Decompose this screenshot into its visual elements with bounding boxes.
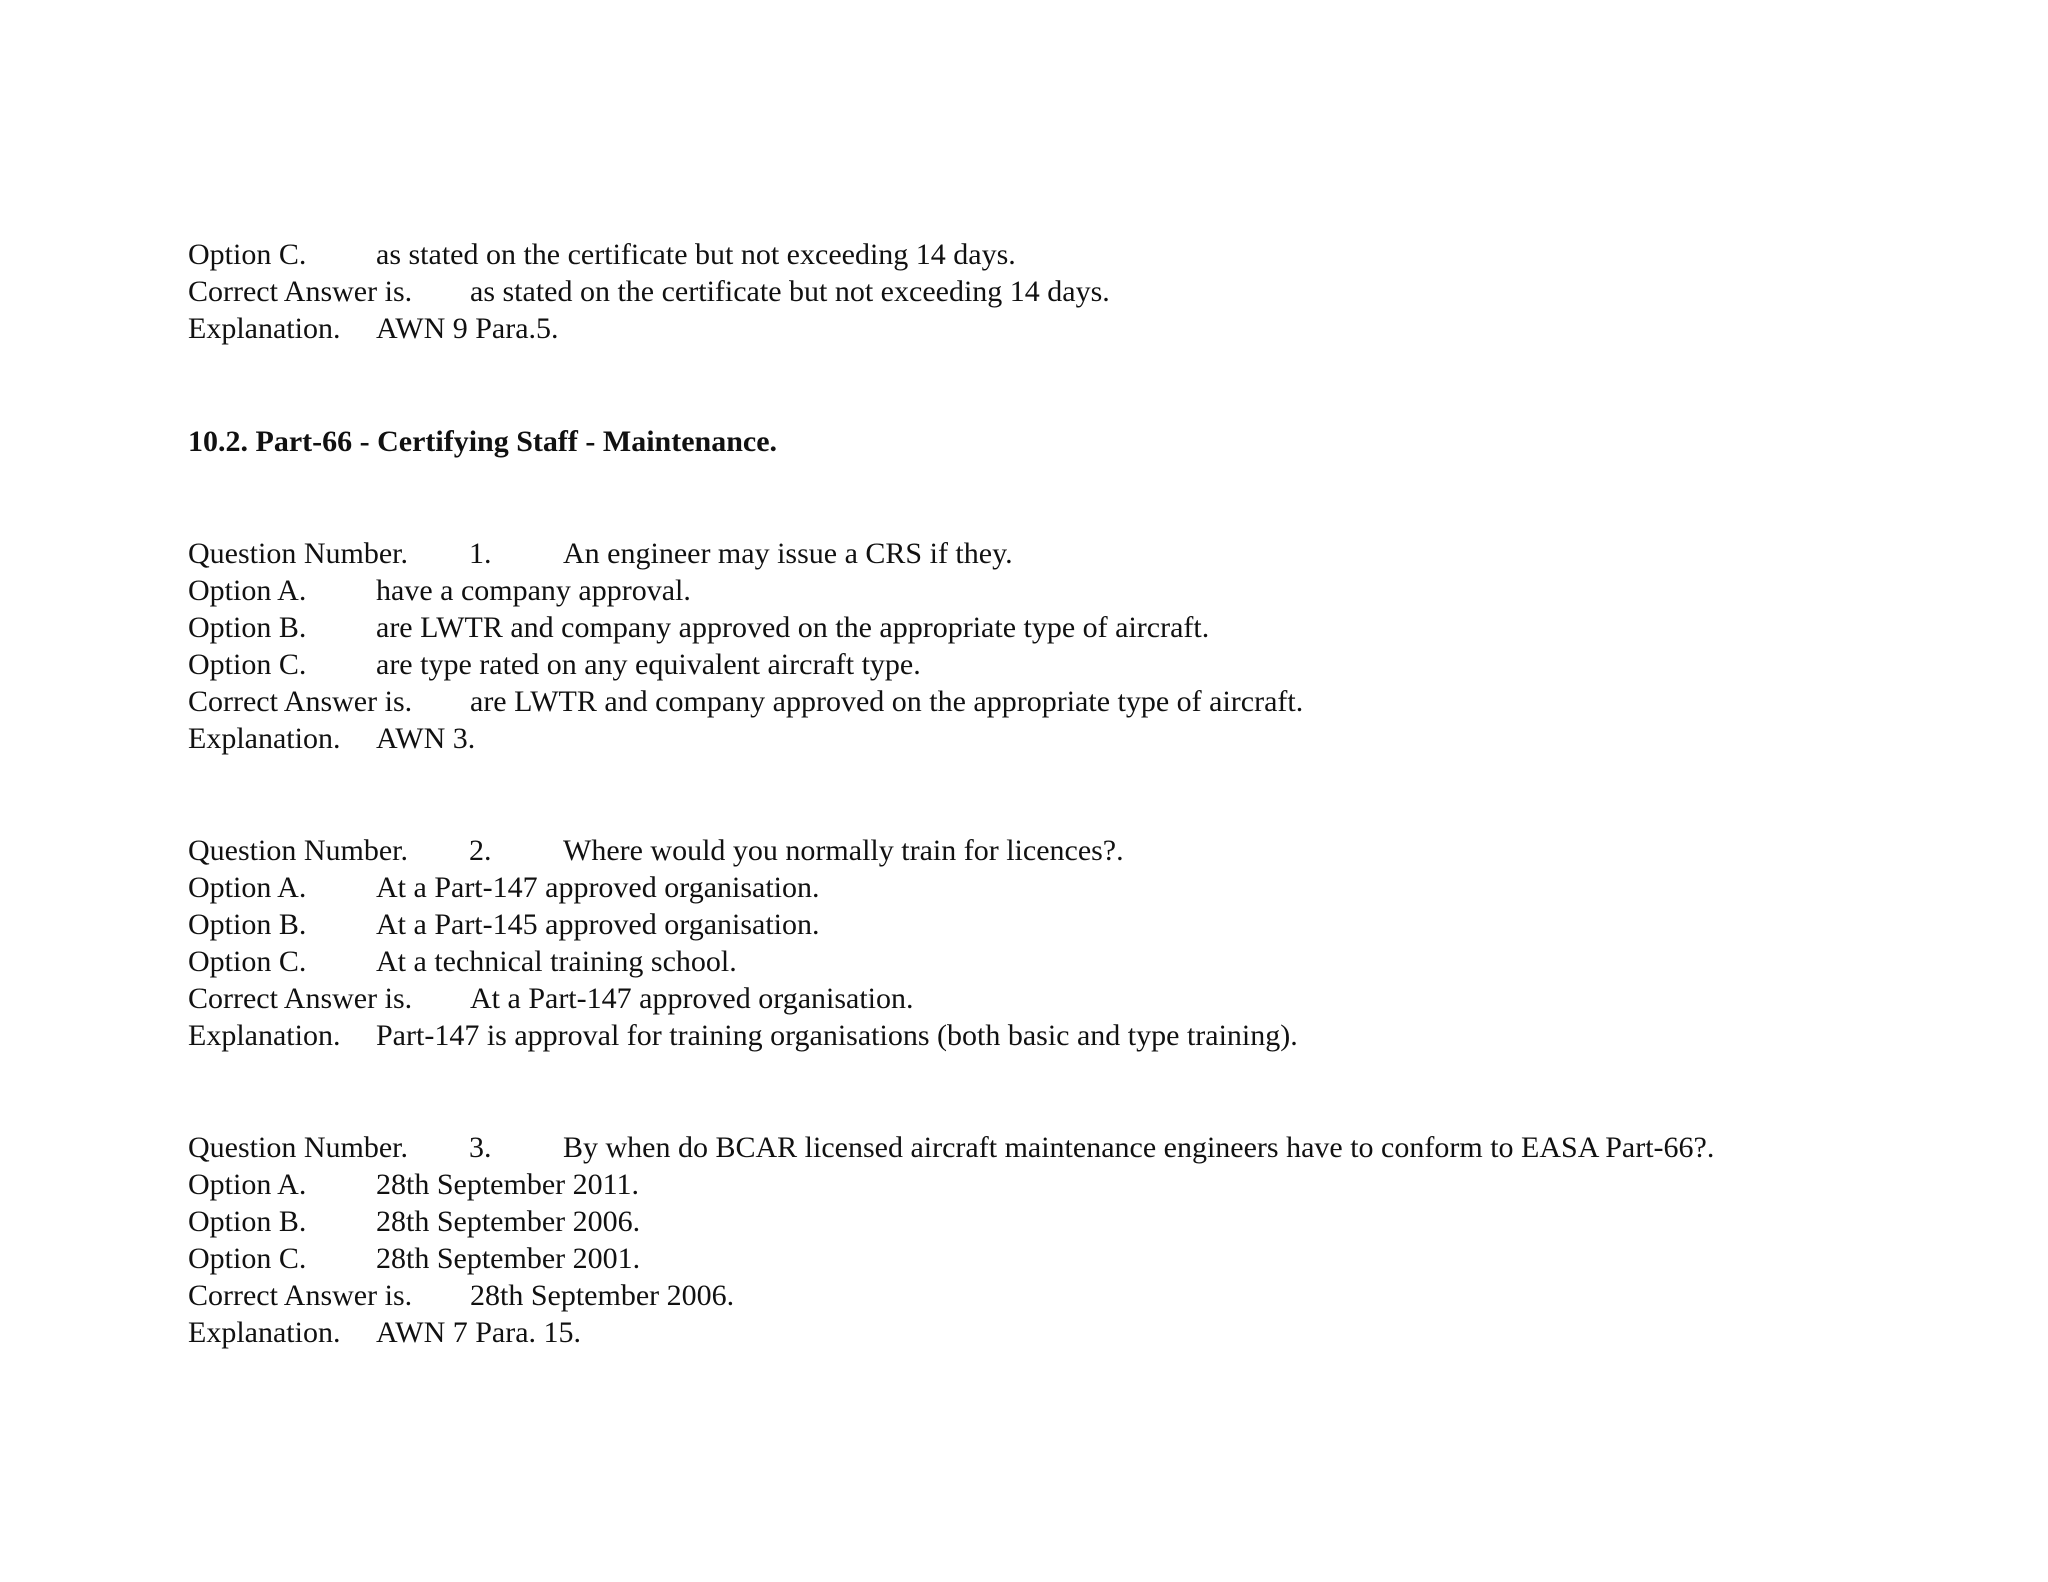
explanation-label: Explanation. — [188, 1019, 341, 1052]
correct-answer-label: Correct Answer is. — [188, 1279, 413, 1312]
correct-answer-label: Correct Answer is. — [188, 685, 413, 718]
option-text: 28th September 2006. — [376, 1205, 641, 1238]
option-label: Option C. — [188, 1242, 307, 1275]
option-text: At a Part-145 approved organisation. — [376, 908, 820, 941]
explanation-text: AWN 3. — [376, 722, 476, 755]
question-number-label: Question Number. — [188, 537, 408, 570]
explanation-text: AWN 7 Para. 15. — [376, 1316, 582, 1349]
option-text: are LWTR and company approved on the appropriate type of aircraft. — [376, 611, 1210, 644]
explanation-text: Part-147 is approval for training organisations (both basic and type training). — [376, 1019, 1298, 1052]
question-number-label: Question Number. — [188, 1131, 408, 1164]
question-number: 1. — [469, 537, 492, 570]
option-label: Option B. — [188, 1205, 307, 1238]
option-text: have a company approval. — [376, 574, 691, 607]
section-heading: 10.2. Part-66 - Certifying Staff - Maintenance. — [188, 425, 778, 458]
option-label: Option A. — [188, 871, 307, 904]
question-number-label: Question Number. — [188, 834, 408, 867]
question-text: Where would you normally train for licences?. — [563, 834, 1124, 867]
option-text: 28th September 2011. — [376, 1168, 640, 1201]
option-label: Option C. — [188, 945, 307, 978]
correct-answer-text: At a Part-147 approved organisation. — [470, 982, 914, 1015]
option-label: Option A. — [188, 574, 307, 607]
explanation-label: Explanation. — [188, 1316, 341, 1349]
explanation-text: AWN 9 Para.5. — [376, 312, 559, 345]
correct-answer-label: Correct Answer is. — [188, 275, 413, 308]
option-text: At a Part-147 approved organisation. — [376, 871, 820, 904]
question-text: By when do BCAR licensed aircraft maintenance engineers have to conform to EASA Part-66?. — [563, 1131, 1715, 1164]
explanation-label: Explanation. — [188, 722, 341, 755]
option-label: Option C. — [188, 238, 307, 271]
correct-answer-text: 28th September 2006. — [470, 1279, 735, 1312]
option-text: At a technical training school. — [376, 945, 737, 978]
correct-answer-text: are LWTR and company approved on the appropriate type of aircraft. — [470, 685, 1304, 718]
question-number: 3. — [469, 1131, 492, 1164]
correct-answer-label: Correct Answer is. — [188, 982, 413, 1015]
option-label: Option B. — [188, 908, 307, 941]
question-text: An engineer may issue a CRS if they. — [563, 537, 1013, 570]
option-label: Option B. — [188, 611, 307, 644]
option-text: 28th September 2001. — [376, 1242, 641, 1275]
option-text: as stated on the certificate but not exceeding 14 days. — [376, 238, 1016, 271]
option-label: Option C. — [188, 648, 307, 681]
correct-answer-text: as stated on the certificate but not exceeding 14 days. — [470, 275, 1110, 308]
question-number: 2. — [469, 834, 492, 867]
explanation-label: Explanation. — [188, 312, 341, 345]
option-text: are type rated on any equivalent aircraft type. — [376, 648, 921, 681]
option-label: Option A. — [188, 1168, 307, 1201]
